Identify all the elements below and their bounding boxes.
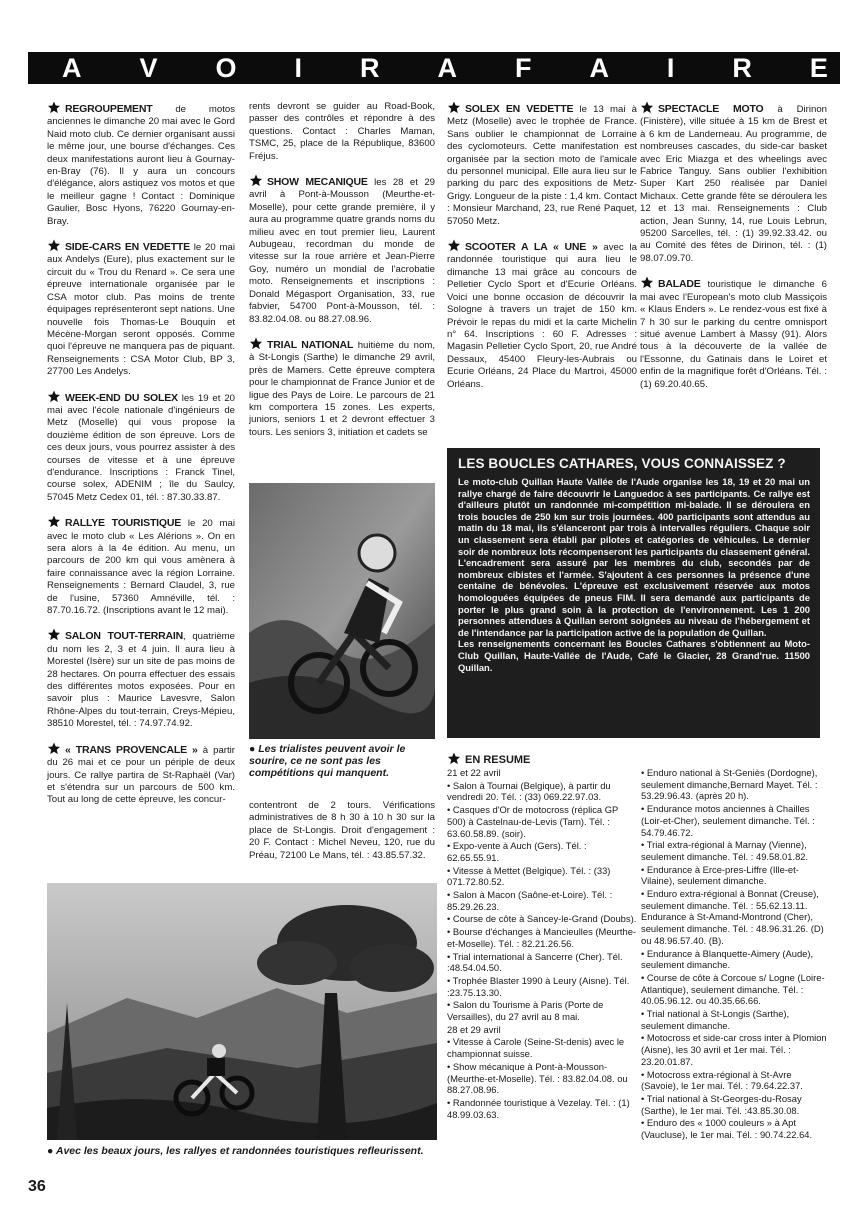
list-item: 21 et 22 avril	[447, 767, 501, 778]
list-item: • Salon à Tournai (Belgique), à partir du vendredi 20. Tél. : (33) 069.22.97.03.	[447, 779, 611, 803]
list-item: • Trial extra-régional à Marnay (Vienne), seulement dimanche. Tél. : 49.58.01.82.	[641, 839, 809, 862]
list-item: • Salon du Tourisme à Paris (Porte de Versailles), du 27 avril au 8 mai.	[447, 999, 604, 1023]
article-title: REGROUPEMENT	[65, 103, 153, 115]
list-item: • Bourse d'échanges à Mancieulles (Meurthe-et-Moselle). Tél. : 82.21.26.56.	[447, 926, 637, 949]
article-title: WEEK-END DU SOLEX	[65, 391, 178, 404]
column-1	[47, 101, 235, 818]
list-item: • Trial national à St-Georges-du-Rosay (Sarthe), le 1er mai. Tél. :43.85.30.08.	[641, 1092, 802, 1116]
banner-letter: R	[359, 53, 380, 83]
article-title: SPECTACLE MOTO	[658, 103, 764, 115]
article	[249, 337, 435, 439]
article	[640, 101, 827, 265]
article-text: les 28 et 29 avril à Pont-à-Mousson (Meurthe-et-Moselle), pour cette grande première, il y aura au programme quatre grands noms du milieu avec en tout premier lieu, Laurent Aubugeau, recordman du monde de vitesse sur la roue arrière et Jean-Pierre Goy, numéro un mondial de l'acrobatie moto. Renseignements et inscriptions : Donald Mégasport Organisation, 33, rue fabvier, 54700 Pont-à-Mousson, tél. : 83.82.04.08. ou 88.27.08.96.	[249, 177, 436, 325]
column-3	[447, 101, 637, 402]
list-item: • Endurance à Erce-pres-Liffre (Ille-et-Vilaine), seulement dimanche.	[641, 863, 799, 887]
list-item: • Enduro national à St-Geniès (Dordogne), seulement dimanche,Bernard Mayet. Tél. : 53.29.96.43. (après 20 h).	[641, 767, 818, 802]
resume-title: EN RESUME	[465, 754, 531, 766]
article-text: à partir du 26 mai et ce pour un périple de deux jours. Ce rallye partira de St-Raphaël (Var) et s'étendra sur un parcours de 500 km. Tout au long de cette épreuve, les concur-	[47, 744, 235, 806]
list-item: 28 et 29 avril	[447, 1023, 501, 1035]
list-item: • Motocross extra-régional à St-Avre (Savoie), le 1er mai. Tél. : 79.64.22.37.	[641, 1068, 803, 1092]
star-icon	[640, 101, 654, 114]
banner-letter: R	[732, 53, 752, 83]
box-footer: Les renseignements concernant les Boucles Cathares s'obtiennent au Moto-Club Quillan, Haute-Vallée de l'Aude, Café le Glacier, 28 Grand'rue. 11500 Quillan.	[458, 638, 810, 673]
article-text: de motos anciennes le dimanche 20 mai avec le Gord Naid moto club. Ce dernier organisant aussi le même jour, une bourse d'échanges. Ces deux manifestations auront lieu à Gournay-en-Bray (76). Il y aura un concours d'élégance, alors astiquez vos motos et que le meilleur gagne ! Contact : Dominique Gaulier, Bosc Hyons, 76220 Gournay-en-Bray.	[47, 104, 235, 227]
list-item: • Course de côte à Corcoue s/ Logne (Loire-Atlantique), seulement dimanche. Tél. : 40.05.96.12. ou 40.35.66.66.	[641, 971, 825, 1007]
list-item: • Endurance motos anciennes à Chailles (Loir-et-Cher), seulement dimanche. Tél. : 54.79.46.72.	[641, 803, 815, 838]
rallye-photo	[47, 883, 437, 1140]
article-text: , quatrième du nom les 2, 3 et 4 juin. Il aura lieu à Morestel (Isère) sur un site de pas moins de 28 hectares. On pourra effectuer des essais des différentes motos exposées. Pour en savoir plus : Maurice Lavesvre, Salon Rhône-Alpes du tout-terrain, Creys-Mépieu, 38510 Morestel, tél. : 74.97.74.92.	[47, 631, 235, 730]
star-icon	[447, 752, 461, 765]
star-icon	[249, 174, 263, 187]
banner-letter: I	[666, 53, 675, 83]
article-text: touristique le dimanche 6 mai avec l'European's moto club Massiçois « Klaus Enders ». Le rendez-vous est fixé à 7 h 30 sur le parking du centre omnisport situé avenue Lambert à Massy (91). Alors tous à la découverte de la vallée de l'Essonne, du Gatinais dans le Loiret et enfin de la magnifique forêt d'Orléans. Tél. : (1) 69.20.40.65.	[640, 279, 827, 390]
list-item: • Motocross et side-car cross inter à Plomion (Aisne), les 30 avril et 1er mai. Tél. : 23.20.01.87.	[641, 1032, 827, 1067]
section-banner	[28, 52, 840, 84]
article-title: RALLYE TOURISTIQUE	[65, 517, 182, 530]
article	[640, 276, 827, 391]
list-item: • Vitesse à Carole (Seine-St-denis) avec le championnat suisse.	[447, 1036, 625, 1060]
banner-letter: F	[514, 53, 532, 83]
banner-letter: A	[437, 53, 457, 83]
article-title: SHOW MECANIQUE	[267, 176, 368, 189]
article	[47, 390, 235, 505]
star-icon	[47, 742, 61, 755]
trial-photo	[249, 483, 435, 739]
article	[447, 101, 637, 228]
resume-heading	[447, 752, 530, 766]
list-item: • Trophée Blaster 1990 à Leury (Aisne). Tél. :23.75.13.30.	[447, 974, 630, 998]
rallye-photo-caption: ● Avec les beaux jours, les rallyes et randonnées touristiques refleurissent.	[47, 1145, 424, 1157]
article	[249, 174, 435, 326]
star-icon	[447, 239, 461, 252]
star-icon	[447, 101, 461, 114]
list-item: • Course de côte à Sancey-le-Grand (Doubs).	[447, 913, 637, 925]
page-number: 36	[28, 1178, 46, 1195]
star-icon	[47, 101, 61, 114]
article-text: les 19 et 20 mai avec l'école nationale d'ingénieurs de Metz (Moselle) qui vous propose la douzième édition de son épreuve. Lors de ces deux jours, vous pourrez assister à des courses de vitesse et à une épreuve d'endurance. Inscriptions : Franck Tinel, course solex, ADENIM ; île du Saulcy, 57045 Metz Cedex 01, tél. : 87.30.33.87.	[47, 392, 235, 503]
article-text: avec la randonnée touristique qui aura lieu le dimanche 13 mai grâce au concours de Pelletier Cyclo Sport et d'Ecurie Orléans. Voici une bonne occasion de découvrir la Sologne à travers un trajet de 150 km. Prévoir le repas du midi et la carte Michelin n° 64. Inscriptions : 60 F. Adresses : Magasin Pelletier Cyclo Sport, 20, rue André Dessaux, 45400 Fleury-les-Aubrais ou Ecurie Orléans, 24 Place du Martroi, 45000 Orléans.	[447, 242, 637, 390]
article-title: TRIAL NATIONAL	[267, 338, 354, 351]
banner-letter: I	[294, 53, 302, 83]
article-title: SALON TOUT-TERRAIN	[65, 630, 184, 643]
resume-list-1	[447, 767, 637, 1121]
star-icon	[640, 276, 654, 289]
box-body: Le moto-club Quillan Haute Vallée de l'Aude organise les 18, 19 et 20 mai un rallye chargé de faire découvrir le Languedoc à ses participants. Ce rallye est d'ailleurs plutôt un randonnée mi-compétition mi-balade. Il se déroulera en trois boucles de 250 km sur trois journées. 400 participants sont attendus au matin du 18 mai, ils s'élanceront par trois à intervalles réguliers. Chaque soir un classement sera établi par pilotes et catégories de véhicules. Le dernier soir de nombreux lots récompenseront les participants du classement général. L'encadrement sera assuré par les membres du club, secondés par de nombreux cibistes et l'armée. S'ajoutent à ces personnes la présence d'une centaine de bénévoles. L'épreuve est exclusivement réservée aux motos homologuées équipées de pneus FIM. Il sera demandé aux participants de porter le plus grand soin à la protection de l'environnement. Les 1 200 personnes attendues à Quillan seront soignées au niveau de l'hébergement et de l'intendance par la participation active de la population de Quillan.	[458, 476, 810, 638]
list-item: • Endurance à Blanquette-Aimery (Aude), seulement dimanche.	[641, 947, 814, 971]
article-title: BALADE	[658, 278, 701, 291]
star-icon	[47, 390, 61, 403]
list-item: • Trial national à St-Longis (Sarthe), seulement dimanche.	[641, 1008, 790, 1031]
list-item: • Enduro extra-régional à Bonnat (Creuse), seulement dimanche. Tél. : 55.62.13.11. Endurance à St-Amand-Montrond (Cher), seulement dimanche. Tél. : 48.96.31.26. (D) ou 48.96.57.40. (B).	[641, 888, 824, 946]
banner-letter: A	[589, 53, 609, 83]
article-title: SIDE-CARS EN VEDETTE	[65, 241, 190, 254]
article	[47, 515, 235, 617]
trial-photo-caption: ● Les trialistes peuvent avoir le sourire, ce ne sont pas les compétitions qui manquent.	[249, 743, 406, 779]
article	[47, 742, 235, 807]
boucles-cathares-box	[447, 448, 820, 738]
list-item: • Expo-vente à Auch (Gers). Tél. : 62.65.55.91.	[447, 840, 587, 863]
article-title: « TRANS PROVENCALE »	[65, 743, 198, 756]
list-item: • Show mécanique à Pont-à-Mousson- (Meurthe-et-Moselle). Tél. : 83.82.04.08. ou 88.27.08.96.	[447, 1060, 628, 1096]
column-2-continuation	[249, 800, 435, 873]
box-title: LES BOUCLES CATHARES, VOUS CONNAISSEZ ?	[458, 456, 786, 471]
article-text: à Dirinon (Finistère), ville située à 15 km de Brest et à 6 km de Landerneau. Au programme, de nombreuses cascades, du side-car basket avec Eric Miazga et des wheelings avec Fabrice Tanguy. Sans oublier l'exhibition Super Kart 250 réalisée par Daniel Michaux. Cette grande fête se déroulera les 12 et 13 mai. Renseignements : Club action, Jean Sunny, 14, rue Louis Lebrun, 95200 Sarcelles, tél. : (1) 39.92.33.42. ou au Comité des fêtes de Dirinon, tél. : (1) 98.07.09.70.	[640, 104, 827, 264]
column-2	[249, 101, 435, 443]
list-item: • Casques d'Or de motocross (réplica GP 500) à Castelnau-de-Levis (Tarn). Tél. : 63.60.58.89. (soir).	[447, 804, 619, 839]
list-item: • Randonnée touristique à Vezelay. Tél. : (1) 48.99.03.63.	[447, 1096, 630, 1120]
list-item: • Enduro des « 1000 couleurs » à Apt (Vaucluse), le 1er mai. Tél. : 90.74.22.64.	[641, 1117, 813, 1141]
article-text: le 20 mai avec le moto club « Les Alérions ». On en sera alors à la 4e édition. Au menu, un parcours de 200 km qui vous amènera à faire connaissance avec la région Lorraine. Renseignements : Bernard Claudel, 3, rue de l'usine, 57360 Amnéville, tél. : 87.70.16.72. (Inscriptions avant le 12 mai).	[47, 518, 236, 617]
article-title: SOLEX EN VEDETTE	[465, 103, 574, 115]
banner-letter: O	[215, 53, 237, 83]
star-icon	[249, 337, 263, 350]
star-icon	[47, 515, 61, 528]
article-title: SCOOTER A LA « UNE »	[465, 241, 598, 254]
article	[447, 239, 637, 391]
article-continuation: contentront de 2 tours. Vérifications administratives de 8 h 30 à 10 h 30 sur la place de St-Longis. Droit d'engagement : 20 F. Contact : Michel Neveu, 120, rue du Préau, 72100 Le Mans, tél. : 43.85.57.32.	[249, 800, 435, 861]
resume-list-2	[641, 767, 827, 1142]
article-text: le 20 mai aux Andelys (Eure), plus exactement sur le circuit du « Trou du Renard ». Ce sera une épreuve internationale organisée par le CSA motor club. Pas moins de trente équipages représenteront sept nations. Une nouvelle fois Thomas-Le Bouquin et Mécène-Morgan seront opposés. Comme quoi l'épreuve ne manquera pas de piquant. Renseignements : CSA Motor Club, BP 3, 27700 Les Andelys.	[47, 242, 235, 378]
banner-letter: E	[809, 53, 828, 83]
article	[47, 628, 235, 730]
list-item: • Vitesse à Mettet (Belgique). Tél. : (33) 071.72.80.52.	[447, 864, 611, 888]
article	[47, 101, 235, 228]
article-text: huitième du nom, à St-Longis (Sarthe) le dimanche 29 avril, près de Mamers. Cette épreuve comptera pour le championnat de France Junior et de ligue des Pays de Loire. Le parcours de 21 km comportera 15 zones. Les experts, juniors, seniors 1 et 2 devront effectuer 3 tours. Les seniors 3, initiation et cadets se	[249, 339, 435, 438]
list-item: • Trial international à Sancerre (Cher). Tél. :48.54.04.50.	[447, 950, 623, 974]
article-text: le 13 mai à Metz (Moselle) avec le trophée de France. Sans oublier le championnat de Lorraine des cyclomoteurs. Cette manifestation est organisée par la section moto de l'amicale du personnel municipal. Elle aura lieu sur le parking du parc des expositions de Metz-Grigy. Longueur de la piste : 1,4 km. Contact : Monsieur Marchand, 23, rue René Paquet, 57050 Metz.	[447, 104, 637, 227]
star-icon	[47, 628, 61, 641]
banner-letter: V	[139, 53, 158, 83]
banner-letter: A	[62, 53, 82, 83]
star-icon	[47, 239, 61, 252]
list-item: • Salon à Macon (Saône-et-Loire). Tél. : 85.29.26.23.	[447, 889, 613, 912]
article	[47, 239, 235, 378]
column-4	[640, 101, 827, 402]
article-continuation: rents devront se guider au Road-Book, passer des contrôles et répondre à des questions. Contact : Charles Maman, TSMC, 25, place de la République, 83600 Fréjus.	[249, 101, 435, 162]
